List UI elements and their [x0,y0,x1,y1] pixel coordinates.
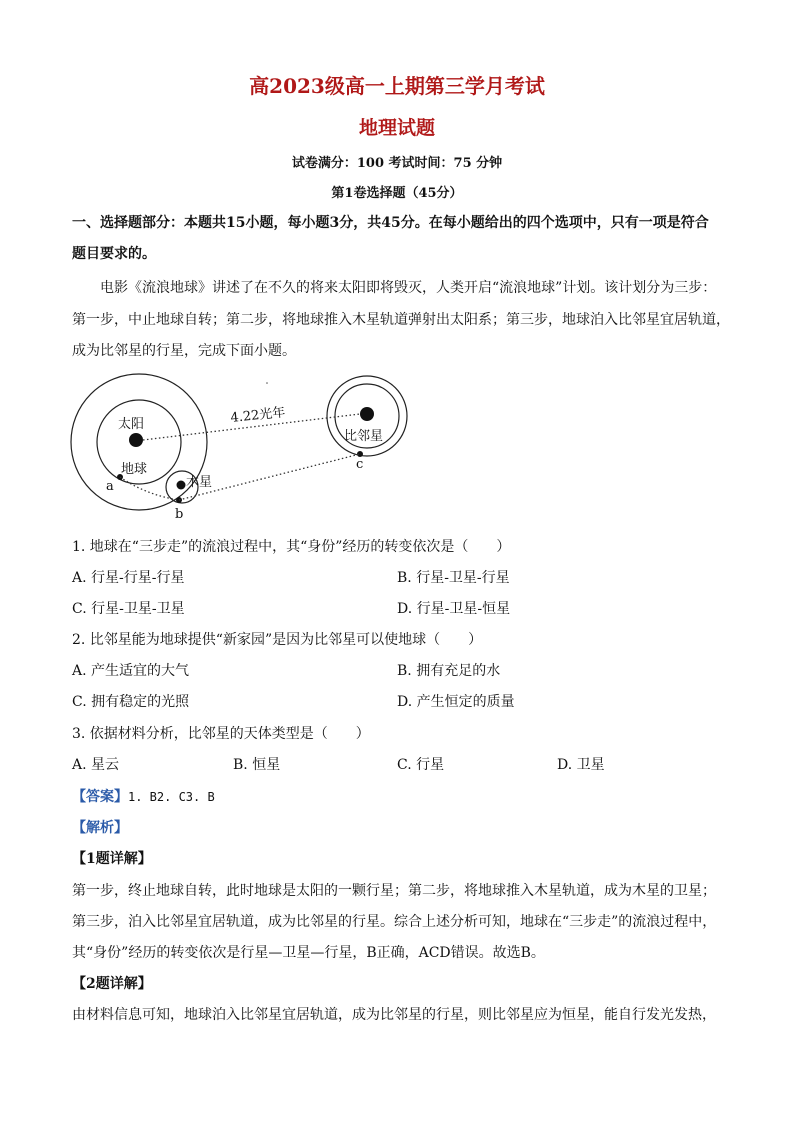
point-b-label: b [175,507,184,522]
q2-detail-line-1: 由材料信息可知，地球泊入比邻星宜居轨道，成为比邻星的行星，则比邻星应为恒星，能自行发光发热， [72,1007,716,1023]
question-3-option-a[interactable]: A. 星云 [72,757,120,773]
question-3-option-c[interactable]: C. 行星 [397,757,445,773]
material-line-1: 电影《流浪地球》讲述了在不久的将来太阳即将毁灭，人类开启“流浪地球”计划。该计划分为三步： [100,280,717,296]
question-3-option-d[interactable]: D. 卫星 [557,757,605,773]
orbit-diagram [66,370,416,530]
exam-info: 试卷满分：100 考试时间：75 分钟 [291,156,503,171]
sun-label: 太阳 [118,417,145,432]
question-1-option-d[interactable]: D. 行星-卫星-恒星 [397,601,511,617]
q1-detail-label: 【1题详解】 [72,851,152,867]
jupiter-label: 木星 [186,475,213,490]
question-2-stem: 2. 比邻星能为地球提供“新家园”是因为比邻星可以使地球（ ） [72,632,483,648]
point-c-label: c [356,457,364,472]
tiny-mark [266,382,268,384]
section-instruction-line-1: 一、选择题部分：本题共15小题，每小题3分，共45分。在每小题给出的四个选项中，只有一项是符合 [72,215,709,231]
subject-title: 地理试题 [358,117,435,139]
question-2-option-a[interactable]: A. 产生适宜的大气 [72,663,190,679]
jupiter-dot [177,481,186,490]
q1-detail-line-3: 其“身份”经历的转变依次是行星—卫星—行星，B正确，ACD错误。故选B。 [72,945,545,961]
material-line-2: 第一步，中止地球自转；第二步，将地球推入木星轨道弹射出太阳系；第三步，地球泊入比邻星宜居轨道， [72,312,730,328]
question-1-stem: 1. 地球在“三步走”的流浪过程中，其“身份”经历的转变依次是（ ） [72,539,511,555]
question-3-stem: 3. 依据材料分析，比邻星的天体类型是（ ） [72,726,370,742]
section-instruction-line-2: 题目要求的。 [72,246,156,262]
sun-dot [129,433,143,447]
proxima-label: 比邻星 [344,429,384,444]
q1-detail-line-1: 第一步，终止地球自转，此时地球是太阳的一颗行星；第二步，将地球推入木星轨道，成为木星的卫星； [72,883,716,899]
question-3-option-b[interactable]: B. 恒星 [233,757,281,773]
question-2-option-d[interactable]: D. 产生恒定的质量 [397,694,515,710]
distance-label: 4.22光年 [229,405,287,426]
answer-line [72,786,732,806]
answer-text: 1. B2. C3. B [128,790,215,804]
analysis-label: 【解析】 [72,820,128,836]
question-1-option-c[interactable]: C. 行星-卫星-卫星 [72,601,185,617]
proxima-dot [360,407,374,421]
question-2-option-c[interactable]: C. 拥有稳定的光照 [72,694,190,710]
q1-detail-line-2: 第三步，泊入比邻星宜居轨道，成为比邻星的行星。综合上述分析可知，地球在“三步走”的流浪过程中， [72,914,717,930]
answer-label: 【答案】 [72,789,128,805]
question-1-option-b[interactable]: B. 行星-卫星-行星 [397,570,510,586]
material-line-3: 成为比邻星的行星，完成下面小题。 [72,343,296,359]
earth-to-jupiter-path [120,477,179,500]
point-a-label: a [106,479,114,494]
question-2-option-b[interactable]: B. 拥有充足的水 [397,663,501,679]
earth-label: 地球 [121,462,148,477]
q2-detail-label: 【2题详解】 [72,976,152,992]
volume-heading: 第1卷选择题（45分） [331,186,463,201]
exam-title: 高2023级高一上期第三学月考试 [249,74,545,98]
question-1-option-a[interactable]: A. 行星-行星-行星 [72,570,185,586]
